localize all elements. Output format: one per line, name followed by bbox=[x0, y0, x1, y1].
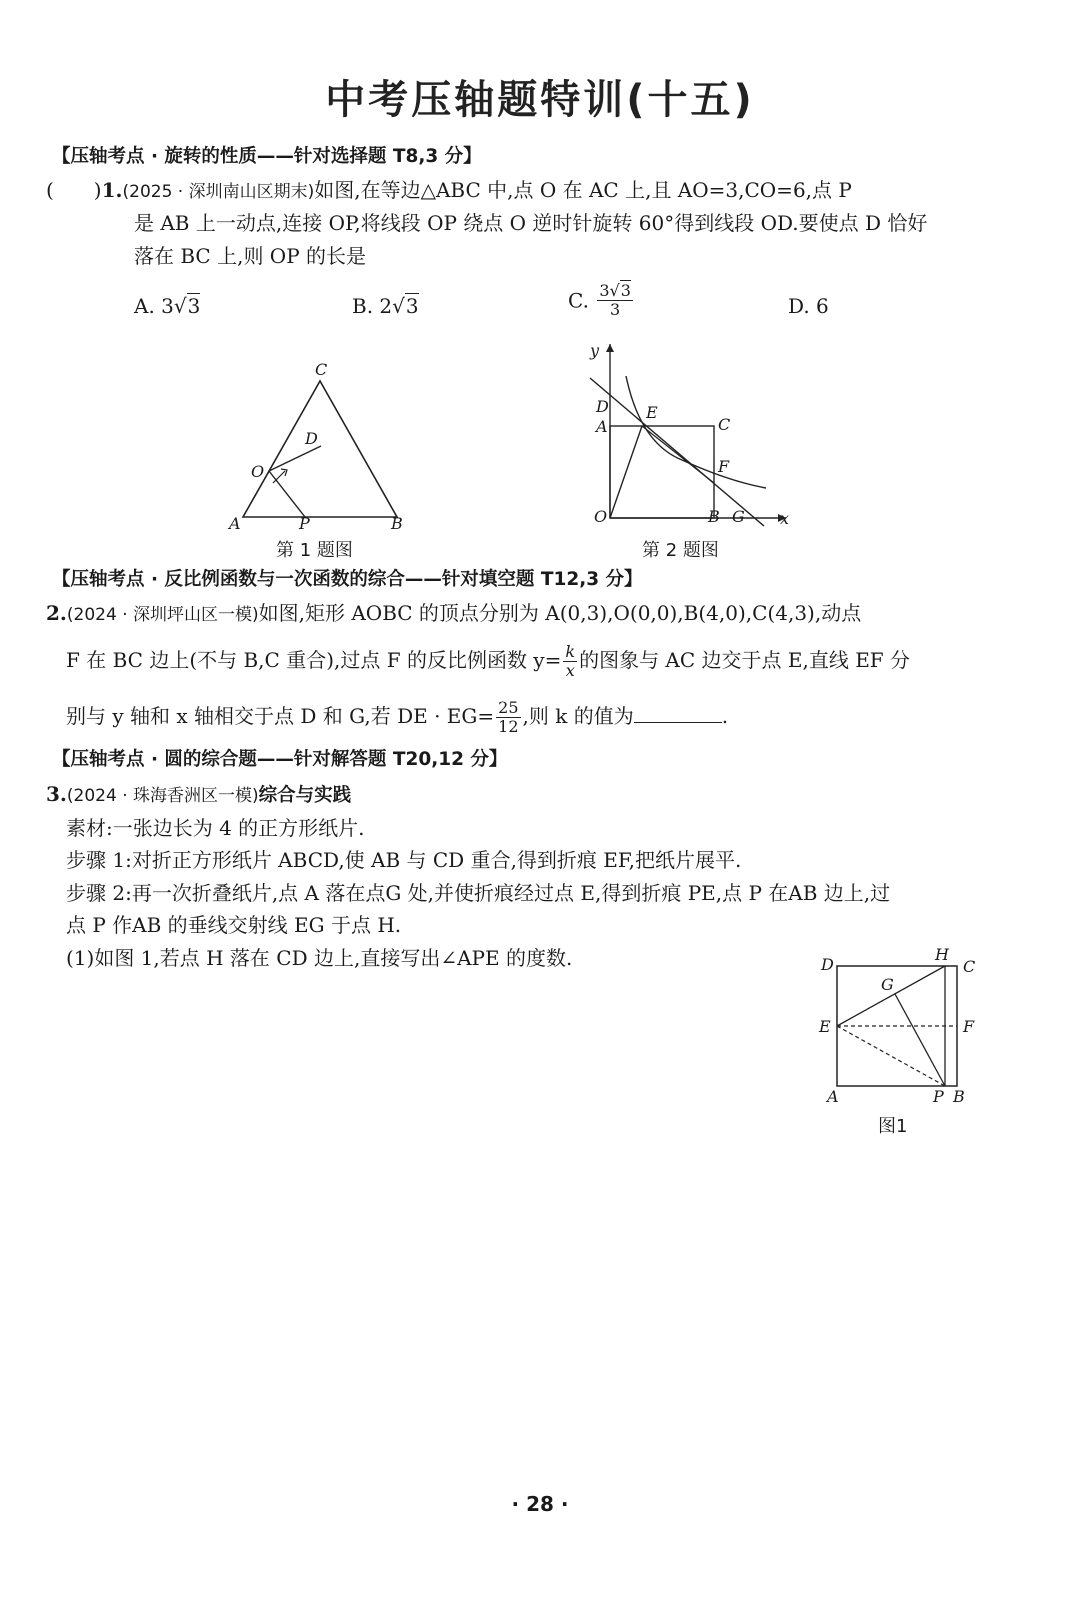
fig3-label-h: H bbox=[935, 945, 949, 964]
figure-2-caption: 第 2 题图 bbox=[642, 540, 719, 561]
section-heading-1: 【压轴考点 · 旋转的性质——针对选择题 T8,3 分】 bbox=[52, 146, 482, 167]
fig2-label-x: x bbox=[780, 509, 790, 528]
fig1-label-c: C bbox=[315, 360, 328, 379]
fig1-label-o: O bbox=[251, 462, 265, 481]
problem-2-line-1: 2.(2024 · 深圳坪山区一模)如图,矩形 AOBC 的顶点分别为 A(0,3),O(0,0),B(4,0),C(4,3),动点 bbox=[46, 601, 862, 625]
fig3-label-c: C bbox=[963, 957, 976, 976]
problem-2-source: (2024 · 深圳坪山区一模) bbox=[66, 605, 259, 625]
problem-1-line-2: 是 AB 上一动点,连接 OP,将线段 OP 绕点 O 逆时针旋转 60°得到线段 OD.要使点 D 恰好 bbox=[134, 211, 928, 235]
fig3-label-g: G bbox=[881, 975, 894, 994]
problem-3-question-1: (1)如图 1,若点 H 落在 CD 边上,直接写出∠APE 的度数. bbox=[66, 946, 573, 970]
fig2-label-g: G bbox=[732, 507, 745, 526]
problem-2-line-3: 别与 y 轴和 x 轴相交于点 D 和 G,若 DE · EG= $\frac{25}{12}$ ,则 k 的值为 . bbox=[66, 698, 729, 736]
problem-3-line-1 bbox=[46, 780, 351, 810]
figure-1-caption: 第 1 题图 bbox=[276, 540, 353, 561]
option-a[interactable]: A. 3√3 bbox=[134, 294, 201, 318]
option-b[interactable]: B. 2√3 bbox=[352, 294, 419, 318]
fig2-label-o: O bbox=[594, 507, 608, 526]
figure-2-coordinate bbox=[578, 338, 796, 534]
fig2-label-b: B bbox=[708, 507, 720, 526]
fig2-label-e: E bbox=[646, 403, 658, 422]
page-number: · 28 · bbox=[511, 1492, 569, 1516]
option-c[interactable]: C. $\frac{3√3}{3}$ bbox=[568, 281, 631, 319]
fig3-label-p: P bbox=[933, 1087, 944, 1106]
fig1-label-d: D bbox=[305, 429, 318, 448]
fig3-label-d: D bbox=[821, 955, 834, 974]
fig2-label-c: C bbox=[718, 415, 731, 434]
problem-3-source: (2024 · 珠海香洲区一模) bbox=[66, 786, 259, 806]
figure-3-square bbox=[815, 942, 985, 1108]
problem-3-step-2: 步骤 2:再一次折叠纸片,点 A 落在点G 处,并使折痕经过点 E,得到折痕 PE,点 P 在AB 边上,过 bbox=[66, 881, 891, 905]
problem-3-material: 素材:一张边长为 4 的正方形纸片. bbox=[66, 816, 365, 840]
problem-2-number: 2. bbox=[46, 601, 67, 625]
problem-3-number: 3. bbox=[46, 782, 67, 806]
section-heading-3: 【压轴考点 · 圆的综合题——针对解答题 T20,12 分】 bbox=[52, 749, 508, 770]
problem-1-line-3: 落在 BC 上,则 OP 的长是 bbox=[134, 244, 367, 268]
fig2-label-y: y bbox=[590, 341, 600, 360]
option-d[interactable]: D. 6 bbox=[788, 294, 829, 318]
figure-1-triangle bbox=[225, 355, 415, 535]
fig2-label-d: D bbox=[596, 397, 609, 416]
problem-3-step-2-cont: 点 P 作AB 的垂线交射线 EG 于点 H. bbox=[66, 913, 402, 937]
page-title: 中考压轴题特训(十五) bbox=[325, 77, 755, 123]
problem-1-source: (2025 · 深圳南山区期末) bbox=[122, 182, 315, 202]
answer-paren[interactable]: ( ) bbox=[46, 178, 102, 202]
answer-blank[interactable] bbox=[634, 704, 722, 723]
fig3-label-b: B bbox=[953, 1087, 965, 1106]
problem-1-line-1 bbox=[46, 176, 852, 206]
fig3-label-f: F bbox=[963, 1017, 975, 1036]
fig2-label-f: F bbox=[718, 457, 730, 476]
fig3-label-a: A bbox=[827, 1087, 839, 1106]
section-heading-2: 【压轴考点 · 反比例函数与一次函数的综合——针对填空题 T12,3 分】 bbox=[52, 569, 643, 590]
fig1-label-b: B bbox=[391, 514, 403, 533]
fig3-label-e: E bbox=[819, 1017, 831, 1036]
problem-1-number: 1. bbox=[101, 178, 123, 202]
problem-3-subject: 综合与实践 bbox=[258, 785, 352, 806]
problem-1-text-1: 如图,在等边△ABC 中,点 O 在 AC 上,且 AO=3,CO=6,点 P bbox=[314, 178, 852, 202]
fig2-label-a: A bbox=[596, 417, 608, 436]
fig1-label-p: P bbox=[299, 514, 310, 533]
problem-2-line-2: F 在 BC 边上(不与 B,C 重合),过点 F 的反比例函数 y= $\frac{k}{x}$ 的图象与 AC 边交于点 E,直线 EF 分 bbox=[66, 642, 911, 680]
problem-3-step-1: 步骤 1:对折正方形纸片 ABCD,使 AB 与 CD 重合,得到折痕 EF,把纸片展平. bbox=[66, 848, 742, 872]
fig1-label-a: A bbox=[229, 514, 241, 533]
figure-3-caption: 图1 bbox=[878, 1116, 908, 1137]
